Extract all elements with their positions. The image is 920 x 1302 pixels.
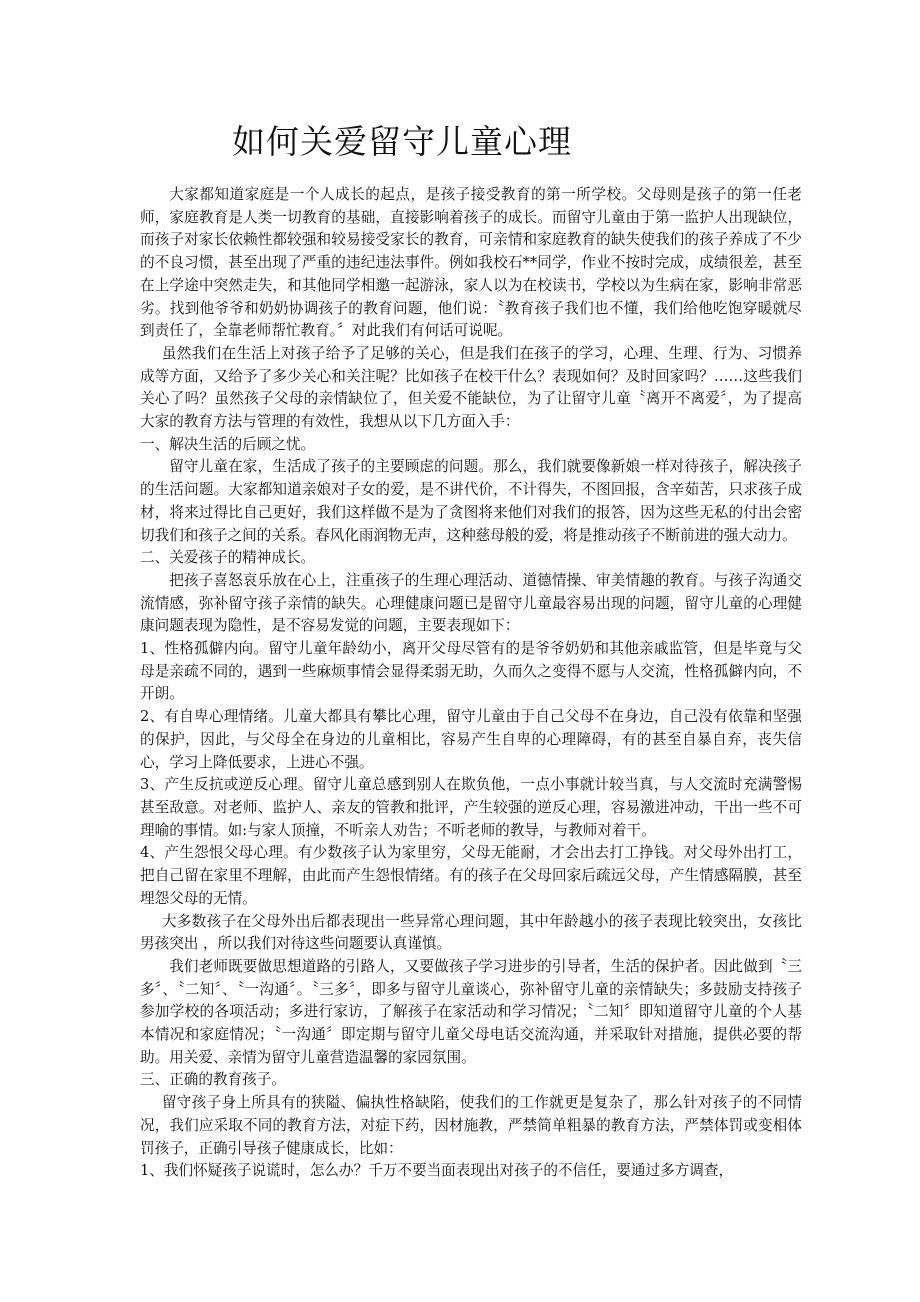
body-paragraph: 大家都知道家庭是一个人成长的起点，是孩子接受教育的第一所学校。父母则是孩子的第一任老师，家庭教育是人类一切教育的基础，直接影响着孩子的成长。而留守儿童由于第一监护人出现缺位，而孩子对家长依赖性都较强和较易接受家长的教育，可亲情和家庭教育的缺失使我们的孩子养成了不少的不良习惯，甚至出现了严重的违纪违法事件。例如我校石**同学，作业不按时完成，成绩很差，甚至在上学途中突然走失，和其他同学相邀一起游泳，家人以为在校读书，学校以为生病在家，影响非常恶劣。找到他爷爷和奶奶协调孩子的教育问题，他们说：〝教育孩子我们也不懂，我们给他吃饱穿暖就尽到责任了，全靠老师帮忙教育。〞对此我们有何话可说呢。 — [140, 186, 802, 340]
body-paragraph: 虽然我们在生活上对孩子给予了足够的关心，但是我们在孩子的学习，心理、生理、行为、习惯养成等方面，又给予了多少关心和关注呢？比如孩子在校干什么？表现如何？及时回家吗？……这些我们关心了吗？虽然孩子父母的亲情缺位了，但关爱不能缺位，为了让留守儿童〝离开不离爱〞，为了提高大家的教育方法与管理的有效性，我想从以下几方面入手： — [140, 344, 802, 431]
body-paragraph: 留守儿童在家，生活成了孩子的主要顾虑的问题。那么，我们就要像新娘一样对待孩子，解决孩子的生活问题。大家都知道亲娘对子女的爱，是不讲代价，不计得失，不图回报，含辛茹苦，只求孩子成材，将来过得比自己更好，我们这样做不是为了贪图将来他们对我们的报答，因为这些无私的付出会密切我们和孩子之间的关系。春风化雨润物无声，这种慈母般的爱，将是推动孩子不断前进的强大动力。 — [140, 458, 802, 544]
section-paragraph: 3、产生反抗或逆反心理。留守儿童总感到别人在欺负他，一点小事就计较当真，与人交流时充满警惕甚至敌意。对老师、监护人、亲友的管教和批评，产生较强的逆反心理，容易激进冲动，干出一些不可理喻的事情。如:与家人顶撞，不听亲人劝告；不听老师的教导，与教师对着干。 — [140, 776, 802, 839]
section-paragraph: 4、产生怨恨父母心理。有少数孩子认为家里穷，父母无能耐，才会出去打工挣钱。对父母外出打工，把自己留在家里不理解，由此而产生怨恨情绪。有的孩子在父母回家后疏远父母，产生情感隔膜，甚至埋怨父母的无情。 — [140, 844, 802, 907]
section-paragraph: 2、有自卑心理情绪。儿童大都具有攀比心理，留守儿童由于自己父母不在身边，自己没有依靠和坚强的保护，因此，与父母全在身边的儿童相比，容易产生自卑的心理障碍，有的甚至自暴自弃，丧失信心，学习上降低要求，上进心不强。 — [140, 708, 802, 771]
section-paragraph: 三、正确的教育孩子。 — [140, 1071, 286, 1089]
section-paragraph: 一、解决生活的后顾之忧。 — [140, 435, 316, 453]
body-paragraph: 留守孩子身上所具有的狭隘、偏执性格缺陷，使我们的工作就更是复杂了，那么针对孩子的不同情况，我们应采取不同的教育方法，对症下药，因材施教，严禁简单粗暴的教育方法，严禁体罚或变相体罚孩子，正确引导孩子健康成长，比如： — [140, 1094, 802, 1157]
document-title: 如何关爱留守儿童心理 — [232, 122, 572, 161]
body-paragraph: 大多数孩子在父母外出后都表现出一些异常心理问题，其中年龄越小的孩子表现比较突出，女孩比男孩突出 ，所以我们对待这些问题要认真谨慎。 — [140, 912, 802, 953]
section-paragraph: 1、性格孤僻内向。留守儿童年龄幼小，离开父母尽管有的是爷爷奶奶和其他亲戚监管，但是毕竟与父母是亲疏不同的，遇到一些麻烦事情会显得柔弱无助，久而久之变得不愿与人交流，性格孤僻内向，不开朗。 — [140, 640, 802, 703]
document-body — [140, 184, 802, 1183]
section-paragraph: 1、我们怀疑孩子说谎时，怎么办？千万不要当面表现出对孩子的不信任，要通过多方调查， — [140, 1162, 734, 1180]
body-paragraph: 我们老师既要做思想道路的引路人，又要做孩子学习进步的引导者，生活的保护者。因此做到〝三多〞、〝二知〞、〝一沟通〞。〝三多〞，即多与留守儿童谈心，弥补留守儿童的亲情缺失；多鼓励支持孩子参加学校的各项活动；多进行家访，了解孩子在家活动和学习情况；〝二知〞即知道留守儿童的个人基本情况和家庭情况；〝一沟通〞即定期与留守儿童父母电话交流沟通，并采取针对措施，提供必要的帮助。用关爱、亲情为留守儿童营造温馨的家园氛围。 — [140, 957, 802, 1066]
section-paragraph: 二、关爱孩子的精神成长。 — [140, 549, 316, 567]
body-paragraph: 把孩子喜怒哀乐放在心上，注重孩子的生理心理活动、道德情操、审美情趣的教育。与孩子沟通交流情感，弥补留守孩子亲情的缺失。心理健康问题已是留守儿童最容易出现的问题，留守儿童的心理健康问题表现为隐性，是不容易发觉的问题，主要表现如下： — [140, 571, 802, 635]
